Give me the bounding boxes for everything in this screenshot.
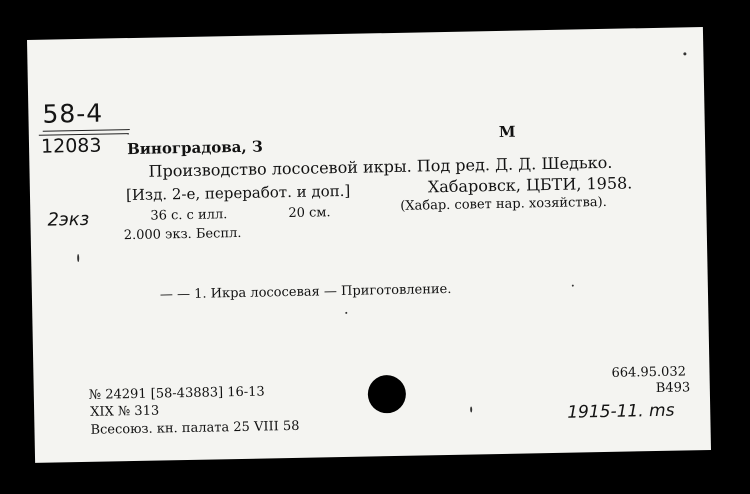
card-subject-heading: — — 1. Икра лососевая — Приготовление. (159, 281, 452, 303)
card-series: (Хабар. совет нар. хозяйства). (400, 194, 607, 214)
card-classification-code: 664.95.032 (611, 364, 687, 381)
card-chamber-date: Всесоюз. кн. палата 25 VIII 58 (90, 418, 300, 438)
card-author-mark: В493 (655, 380, 691, 396)
handwritten-inventory-number: 12083 (40, 134, 102, 158)
card-registration-number: № 24291 [58-43883] 16-13 (88, 384, 265, 403)
handwritten-call-number: 58-4 (42, 98, 104, 129)
handwritten-copies-note: 2экз (47, 208, 90, 231)
call-number-underline (43, 129, 130, 132)
dust-speck (77, 254, 79, 262)
dust-speck (572, 285, 574, 287)
handwritten-date-note: 1915-11. ms (567, 400, 675, 423)
dust-speck (345, 312, 347, 314)
card-author-heading: Виноградова, З (126, 137, 263, 159)
card-letter-mark: М (498, 122, 516, 141)
card-edition: [Изд. 2-е, переработ. и доп.] (125, 181, 351, 205)
card-pages: 36 с. с илл. (150, 207, 228, 224)
dust-speck (683, 52, 686, 55)
card-index-number: XIX № 313 (90, 403, 160, 420)
card-title-line: Производство лососевой икры. Под ред. Д. Д. Шедько. (148, 152, 613, 181)
card-punch-hole (368, 375, 407, 414)
catalog-card (27, 27, 711, 463)
dust-speck (470, 407, 472, 413)
card-copies: 2.000 экз. Беспл. (123, 225, 242, 244)
card-imprint: Хабаровск, ЦБТИ, 1958. (427, 173, 633, 197)
card-size: 20 см. (288, 205, 331, 222)
